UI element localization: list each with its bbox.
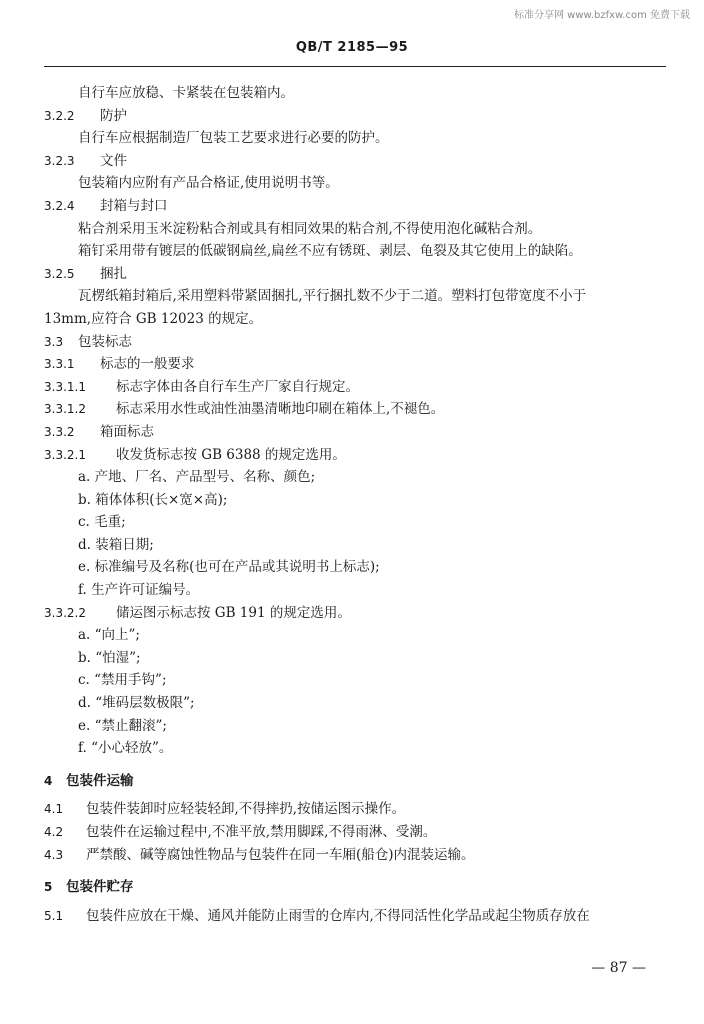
clause-number: 3.2.3 — [44, 153, 75, 168]
header-divider — [44, 66, 666, 67]
clause-3-2-4 — [0, 195, 704, 218]
clause-3-2-5 — [0, 263, 704, 286]
clause-title: 防护 — [100, 107, 127, 124]
list-item — [0, 715, 704, 738]
list-item — [0, 669, 704, 692]
clause-number: 5.1 — [44, 908, 64, 923]
clause-number: 3.2.2 — [44, 108, 75, 123]
list-item-text: c. “禁用手钩”; — [78, 672, 167, 689]
clause-title: 文件 — [100, 152, 127, 169]
list-item — [0, 489, 704, 512]
line-text: 瓦楞纸箱封箱后,采用塑料带紧固捆扎,平行捆扎数不少于二道。塑料打包带宽度不小于 — [78, 288, 587, 305]
clause-3-3-1-2 — [0, 398, 704, 421]
clause-3-2-2 — [0, 105, 704, 128]
list-item — [0, 737, 704, 760]
list-item-text: a. 产地、厂名、产品型号、名称、颜色; — [78, 469, 316, 486]
list-item — [0, 579, 704, 602]
list-item-text: e. 标准编号及名称(也可在产品或其说明书上标志); — [78, 559, 380, 576]
clause-3-2-3 — [0, 150, 704, 173]
line-text: 13mm,应符合 GB 12023 的规定。 — [44, 310, 263, 327]
list-item-text: f. 生产许可证编号。 — [78, 582, 200, 599]
standard-code-header: QB/T 2185—95 — [295, 40, 409, 55]
list-item-text: b. “怕湿”; — [78, 649, 141, 666]
clause-text: 储运图示标志按 GB 191 的规定选用。 — [116, 604, 351, 621]
clause-title: 封箱与封口 — [100, 197, 168, 214]
clause-3-3-2-1 — [0, 444, 704, 467]
clause-3-3-1-1 — [0, 376, 704, 399]
section-spacer — [0, 760, 704, 770]
line-text: 自行车应根据制造厂包装工艺要求进行必要的防护。 — [78, 130, 389, 147]
body-line — [0, 82, 704, 105]
section-title: 包装件贮存 — [66, 879, 134, 896]
list-item-text: a. “向上”; — [78, 627, 140, 644]
document-body — [0, 82, 704, 927]
clause-text: 标志采用水性或油性油墨清晰地印刷在箱体上,不褪色。 — [116, 401, 445, 418]
list-item — [0, 466, 704, 489]
clause-title: 捆扎 — [100, 265, 127, 282]
section-4-heading — [0, 770, 704, 793]
list-item-text: f. “小心轻放”。 — [78, 740, 173, 757]
list-item — [0, 647, 704, 670]
clause-3-3-1 — [0, 353, 704, 376]
body-line — [0, 172, 704, 195]
clause-3-3 — [0, 331, 704, 354]
clause-title: 标志的一般要求 — [100, 356, 195, 373]
clause-4-2 — [0, 821, 704, 844]
list-item-text: d. “堆码层数极限”; — [78, 695, 195, 712]
list-item-text: d. 装箱日期; — [78, 536, 154, 553]
section-number: 4 — [44, 773, 53, 788]
body-line — [0, 308, 704, 331]
clause-text: 严禁酸、碱等腐蚀性物品与包装件在同一车厢(船仓)内混装运输。 — [86, 846, 475, 863]
clause-number: 3.3.2 — [44, 424, 75, 439]
list-item-text: b. 箱体体积(长×宽×高); — [78, 491, 228, 508]
clause-text: 收发货标志按 GB 6388 的规定选用。 — [116, 446, 346, 463]
clause-number: 3.3 — [44, 334, 64, 349]
line-text: 包装箱内应附有产品合格证,使用说明书等。 — [78, 175, 339, 192]
clause-text: 包装件应放在干燥、通风并能防止雨雪的仓库内,不得同活性化学品或起尘物质存放在 — [86, 907, 590, 924]
clause-number: 3.3.2.2 — [44, 605, 86, 620]
clause-4-3 — [0, 844, 704, 867]
clause-number: 4.3 — [44, 847, 64, 862]
clause-3-3-2-2 — [0, 602, 704, 625]
section-number: 5 — [44, 880, 53, 895]
section-spacer — [0, 866, 704, 876]
clause-number: 3.3.1.1 — [44, 379, 86, 394]
list-item — [0, 624, 704, 647]
body-line — [0, 285, 704, 308]
list-item-text: e. “禁止翻滚”; — [78, 717, 167, 734]
clause-number: 4.1 — [44, 802, 64, 817]
line-text: 粘合剂采用玉米淀粉粘合剂或具有相同效果的粘合剂,不得使用泡化碱粘合剂。 — [78, 220, 542, 237]
clause-5-1 — [0, 905, 704, 928]
section-title: 包装件运输 — [66, 772, 134, 789]
clause-4-1 — [0, 798, 704, 821]
clause-text: 标志字体由各自行车生产厂家自行规定。 — [116, 378, 359, 395]
list-item — [0, 556, 704, 579]
clause-number: 3.2.4 — [44, 198, 75, 213]
clause-3-3-2 — [0, 421, 704, 444]
body-line — [0, 240, 704, 263]
clause-number: 3.3.2.1 — [44, 447, 86, 462]
clause-number: 4.2 — [44, 825, 64, 839]
list-item — [0, 692, 704, 715]
clause-number: 3.2.5 — [44, 266, 75, 281]
list-item-text: c. 毛重; — [78, 514, 126, 531]
clause-number: 3.3.1 — [44, 357, 75, 372]
list-item — [0, 511, 704, 534]
body-line — [0, 127, 704, 150]
section-5-heading — [0, 876, 704, 899]
clause-title: 箱面标志 — [100, 423, 154, 440]
clause-text: 包装件装卸时应轻装轻卸,不得摔扔,按储运图示操作。 — [86, 801, 406, 818]
line-text: 箱钉采用带有镀层的低碳钢扁丝,扁丝不应有锈斑、剥层、龟裂及其它使用上的缺陷。 — [78, 243, 582, 260]
page-number: — 87 — — [591, 960, 646, 976]
body-line — [0, 218, 704, 241]
line-text: 自行车应放稳、卡紧装在包装箱内。 — [78, 85, 294, 101]
clause-number: 3.3.1.2 — [44, 402, 86, 417]
clause-text: 包装件在运输过程中,不准平放,禁用脚踩,不得雨淋、受潮。 — [86, 824, 437, 840]
list-item — [0, 534, 704, 557]
watermark-text: 标准分享网 www.bzfxw.com 免费下载 — [514, 10, 690, 21]
clause-title: 包装标志 — [78, 333, 132, 350]
